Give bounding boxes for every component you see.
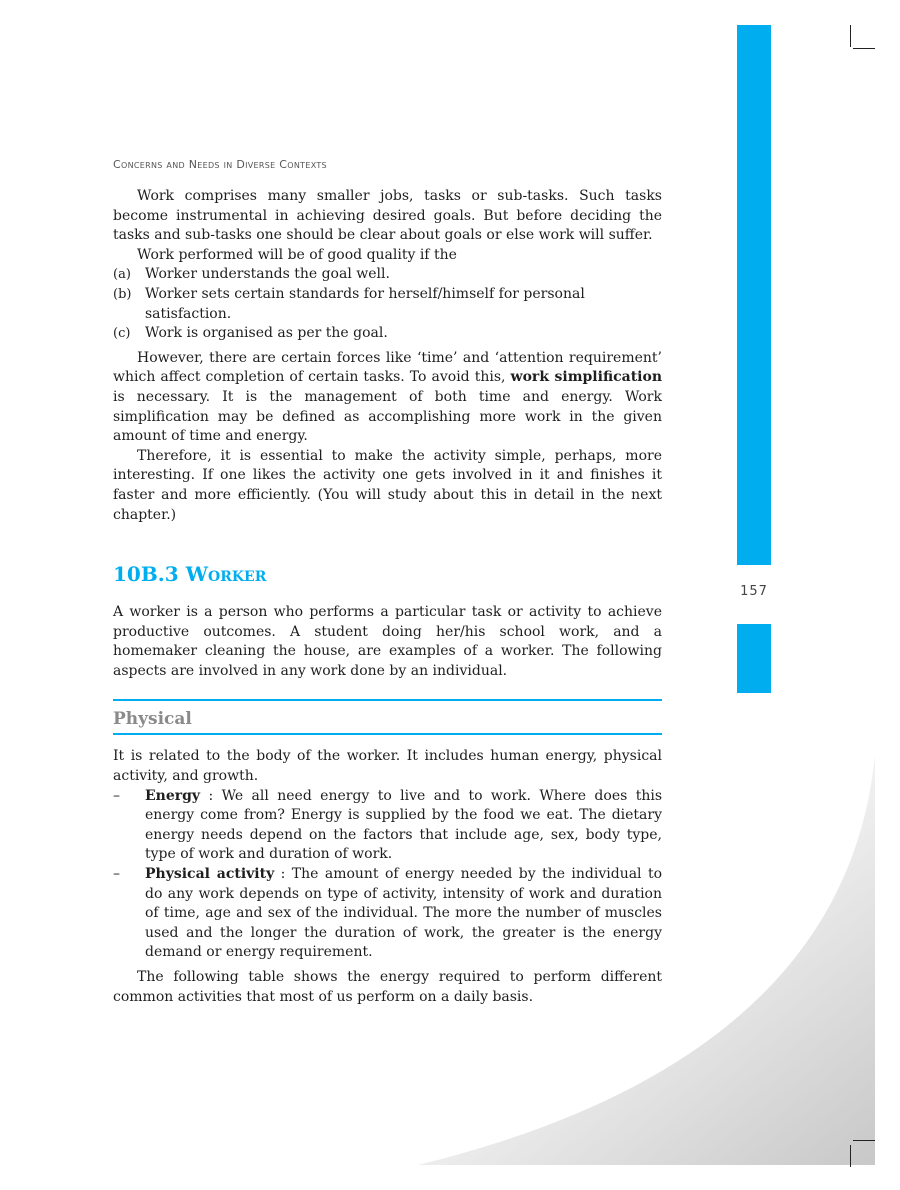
bullet-dash: –: [113, 787, 120, 804]
bullet-item: [113, 865, 662, 963]
main-content: [113, 187, 662, 1007]
paragraph-table-intro: The following table shows the energy required to perform different common activities that most of us perform on a daily basis.: [113, 969, 662, 1005]
section-heading: [113, 561, 662, 587]
list-item: [113, 324, 662, 344]
section-number: 10B.3: [113, 562, 179, 587]
subheading-box: [113, 699, 662, 735]
term-work-simplification: work simplification: [510, 369, 663, 386]
paragraph-physical: It is related to the body of the worker. It includes human energy, physical activity, and growth.: [113, 748, 662, 785]
list-item: [113, 265, 662, 285]
bullet-description: : We all need energy to live and to work. Where does this energy come from? Energy is supplied by the food we eat. The dietary energy needs depend on the factors that include age, sex, body type, type of work and duration of work.: [145, 787, 663, 863]
paragraph-quality: Work performed will be of good quality if the: [137, 246, 457, 263]
list-text: Worker sets certain standards for herself/himself for personal satisfaction.: [145, 285, 585, 322]
para3-text-after: is necessary. It is the management of both time and energy. Work simplification may be defined as accomplishing more work in the given amount of time and energy.: [113, 388, 662, 445]
para3-text-before: However, there are certain forces like ‘time’ and ‘attention requirement’ which affect completion of certain tasks. To avoid this,: [113, 349, 662, 386]
bullet-term: Energy: [145, 787, 201, 804]
crop-mark-bottom-vertical: [850, 1145, 851, 1167]
crop-mark-top-vertical: [850, 25, 851, 47]
paragraph-worker: A worker is a person who performs a particular task or activity to achieve productive outcomes. A student doing her/his school work, and a homemaker cleaning the house, are examples of a worker. The following aspects are involved in any work done by an individual.: [113, 604, 662, 679]
subheading-physical: Physical: [113, 709, 192, 730]
list-text: Worker understands the goal well.: [145, 266, 390, 283]
bullet-term: Physical activity: [145, 866, 275, 883]
side-bar-bottom: [737, 624, 771, 693]
paragraph-work: Work comprises many smaller jobs, tasks or sub-tasks. Such tasks become instrumental in achieving desired goals. But before deciding the tasks and sub-tasks one should be clear about goals or else work will suffer.: [113, 188, 662, 244]
list-label: (b): [113, 286, 132, 302]
side-bar-top: [737, 25, 771, 565]
list-item: [113, 285, 662, 324]
paragraph-therefore: Therefore, it is essential to make the activity simple, perhaps, more interesting. If one likes the activity one gets involved in it and finishes it faster and more efficiently. (You will study about this in detail in the next chapter.): [113, 447, 662, 523]
bullet-item: [113, 787, 662, 865]
list-label: (a): [113, 267, 131, 283]
paragraph-work-simplification: [113, 349, 662, 447]
section-title: Worker: [185, 562, 267, 587]
bullet-text: [145, 865, 662, 963]
bullet-text: [145, 787, 662, 865]
criteria-list: [113, 265, 662, 343]
running-head: Concerns and Needs in Diverse Contexts: [113, 158, 327, 171]
crop-mark-top-horizontal: [853, 48, 875, 49]
list-text: Work is organised as per the goal.: [145, 325, 388, 342]
list-label: (c): [113, 326, 131, 342]
crop-mark-bottom-horizontal: [853, 1140, 875, 1141]
bullet-dash: –: [113, 866, 120, 883]
page-number: 157: [740, 584, 768, 599]
bullet-description: : The amount of energy needed by the individual to do any work depends on type of activity, intensity of work and duration of time, age and sex of the individual. The more the number of muscles used and the longer the duration of work, the greater is the energy demand or energy requirement.: [145, 866, 663, 961]
